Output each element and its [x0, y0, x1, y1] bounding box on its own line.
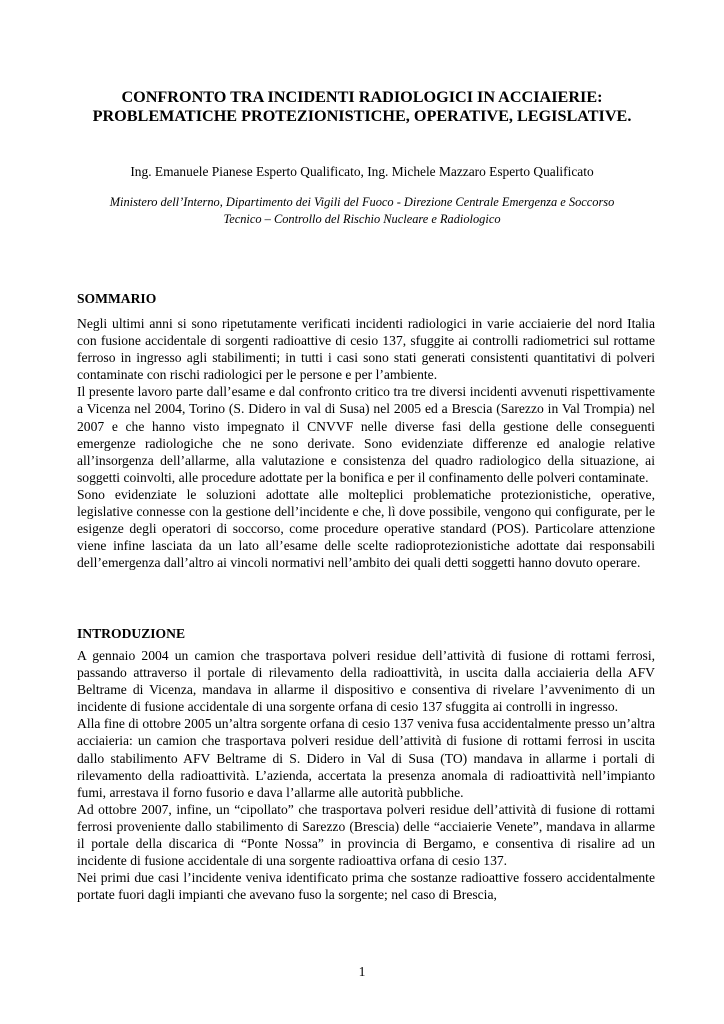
introduzione-paragraph: Nei primi due casi l’incidente veniva identificato prima che sostanze radioattive fossero accidentalmente portate fuori dagli impianti che avevano fuso la sorgente; nel caso di Brescia,: [77, 870, 655, 903]
paper-title: [60, 88, 664, 126]
affiliation-line: Tecnico – Controllo del Rischio Nucleare e Radiologico: [223, 211, 501, 226]
sommario-heading: SOMMARIO: [77, 291, 157, 306]
sommario-paragraph: Negli ultimi anni si sono ripetutamente verificati incidenti radiologici in varie acciaierie del nord Italia con fusione accidentale di sorgenti radioattive di cesio 137, sfuggite ai controlli radiometrici sul rottame ferroso in ingresso agli stabilimenti; in tutti i casi sono stati generati consistenti quantitativi di polveri contaminate con rischi radiologici per le persone e per l’ambiente.: [77, 316, 655, 383]
sommario-body: [77, 315, 655, 571]
affiliation-line: Ministero dell’Interno, Dipartimento dei Vigili del Fuoco - Direzione Centrale Emergenza e Soccorso: [109, 195, 615, 209]
introduzione-paragraph: A gennaio 2004 un camion che trasportava polveri residue dell’attività di fusione di rottami ferrosi, passando attraverso il portale di rilevamento della radioattività, in uscita dalla acciaieria della AFV Beltrame di Vicenza, mandava in allarme il dispositivo e consentiva di rivelare l’avvenimento di un incidente di fusione accidentale di una sorgente orfana di cesio 137 sfuggita ai controlli in ingresso.: [77, 648, 655, 715]
affiliation: [70, 194, 654, 227]
sommario-paragraph: Sono evidenziate le soluzioni adottate alle molteplici problematiche protezionistiche, operative, legislative connesse con la gestione dell’incidente e che, lì dove possibile, vengono qui configurate, per le esigenze degli operatori di soccorso, come procedure operative standard (POS). Particolare attenzione viene infine lasciata da un lato all’esame delle scelte radioprotezionistiche adottate dai responsabili dell’emergenza dall’altro ai vincoli normativi nell’ambito dei quali detti soggetti hanno dovuto operare.: [77, 486, 655, 571]
title-line: CONFRONTO TRA INCIDENTI RADIOLOGICI IN ACCIAIERIE:: [121, 88, 603, 106]
introduzione-body: [77, 647, 655, 903]
sommario-paragraph: Il presente lavoro parte dall’esame e dal confronto critico tra tre diversi incidenti avvenuti rispettivamente a Vicenza nel 2004, Torino (S. Didero in val di Susa) nel 2005 ed a Brescia (Sarezzo in Val Trompia) nel 2007 e che hanno visto impegnato il CNVVF nelle diverse fasi della gestione delle conseguenti emergenze radiologiche che ne sono derivate. Sono evidenziate differenze ed analogie relative all’insorgenza dell’allarme, alla valutazione e consistenza del quadro radiologico della situazione, ai soggetti coinvolti, alle procedure adottate per la bonifica e per il confinamento delle polveri contaminate.: [77, 384, 655, 485]
introduzione-heading: INTRODUZIONE: [77, 626, 186, 641]
title-line: PROBLEMATICHE PROTEZIONISTICHE, OPERATIVE, LEGISLATIVE.: [92, 107, 632, 125]
introduzione-paragraph: Ad ottobre 2007, infine, un “cipollato” che trasportava polveri residue dell’attività di fusione di rottami ferrosi proveniente dallo stabilimento di Sarezzo (Brescia) delle “acciaierie Venete”, mandava in allarme il portale della discarica di “Ponte Nossa” in provincia di Bergamo, e consentiva di risalire ad un incidente di fusione accidentale di una sorgente radioattiva orfana di cesio 137.: [77, 801, 655, 869]
introduzione-paragraph: Alla fine di ottobre 2005 un’altra sorgente orfana di cesio 137 veniva fusa accidentalmente presso un’altra acciaieria: un camion che trasportava polveri residue dell’attività di fusione di rottami ferrosi in uscita dallo stabilimento AFV Beltrame di S. Didero in Val di Susa (TO) mandava in allarme i portali di rilevamento della radioattività. L’azienda, accertata la presenza anomala di radioattività nell’impianto fumi, arrestava il forno fusorio e dava l’allarme alle autorità pubbliche.: [77, 716, 655, 800]
page-number: 1: [358, 964, 366, 979]
authors-line: Ing. Emanuele Pianese Esperto Qualificato, Ing. Michele Mazzaro Esperto Qualificato: [130, 164, 594, 179]
